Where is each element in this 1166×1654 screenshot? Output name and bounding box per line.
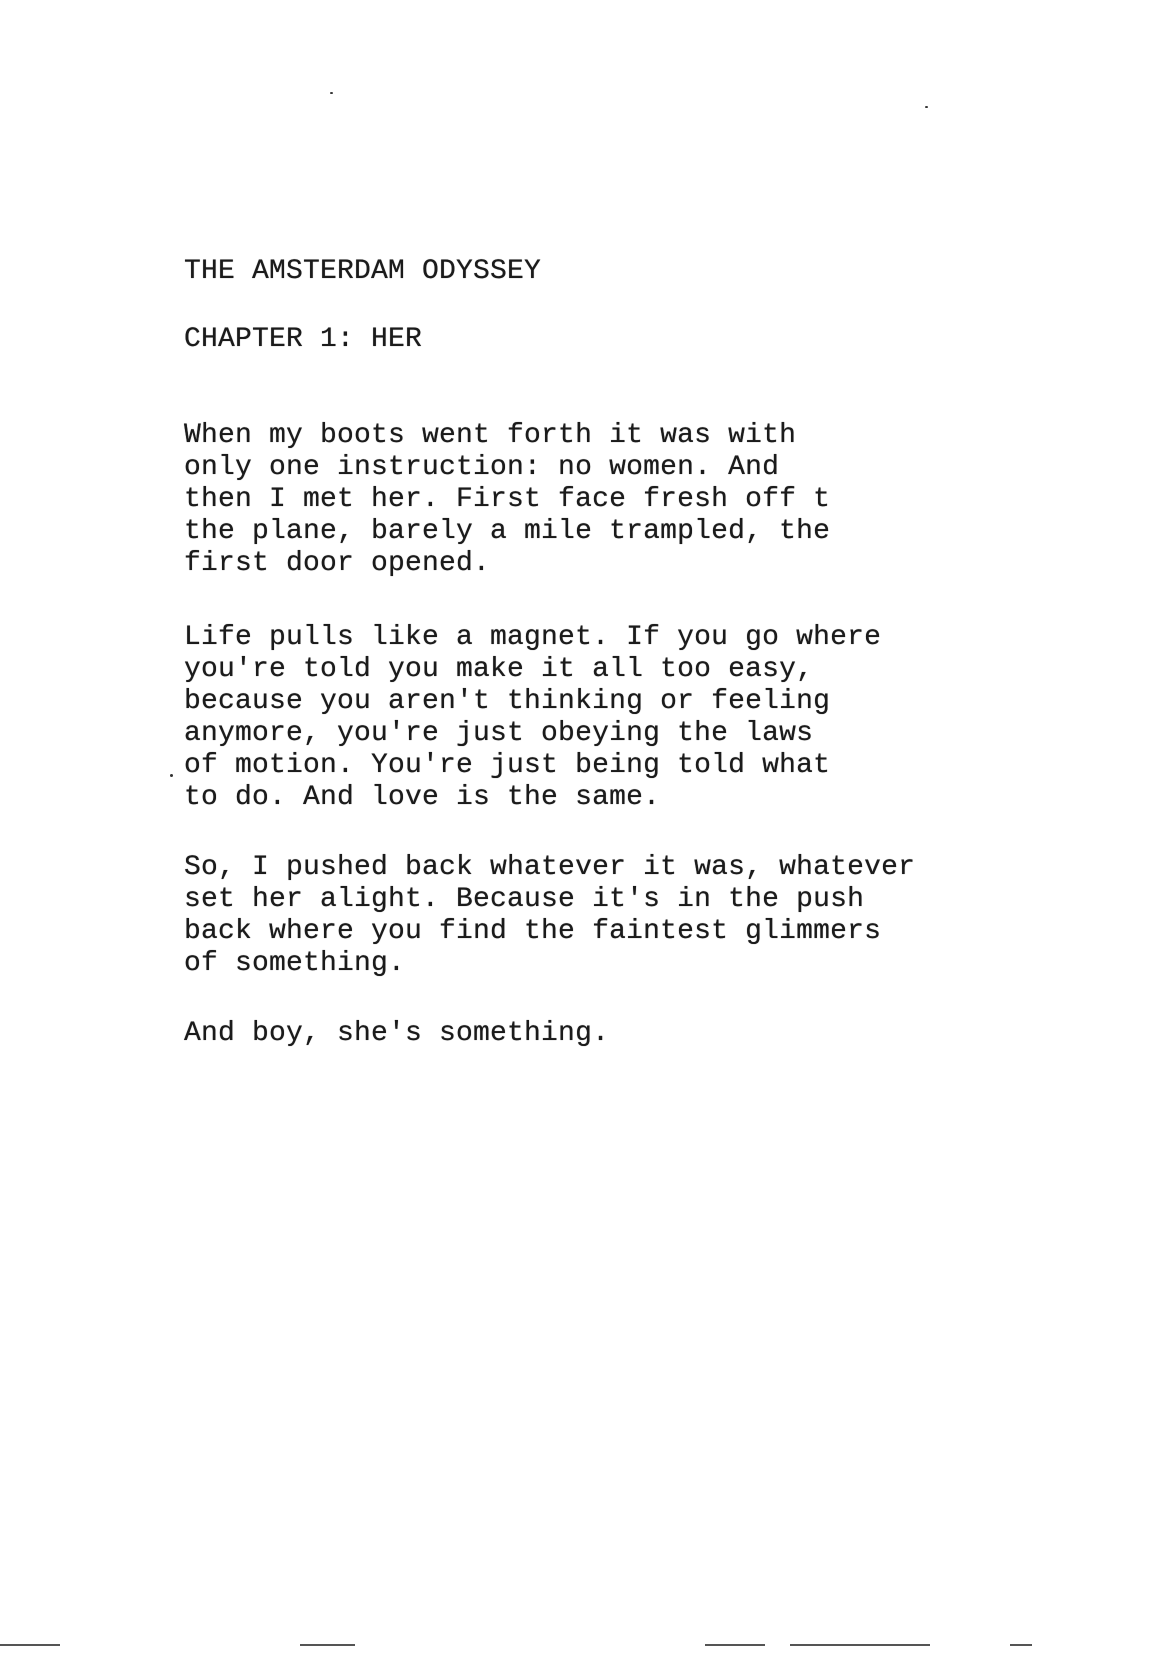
paragraph-2: Life pulls like a magnet. If you go where you're told you make it all too easy, because you aren't thinking or feeling anymore, you're just obeying the laws of motion. You're just being told what to do. And love is the same. (184, 622, 882, 813)
scan-artifact-line (300, 1644, 355, 1646)
scan-artifact-line (705, 1644, 765, 1646)
scan-artifact-line (0, 1644, 60, 1646)
top-speck-right (925, 106, 928, 108)
chapter-heading: CHAPTER 1: HER (184, 324, 423, 355)
paragraph-4: And boy, she's something. (184, 1018, 610, 1049)
scan-artifact-line (790, 1644, 930, 1646)
margin-speck (170, 774, 173, 777)
scan-artifact-line (1010, 1644, 1032, 1646)
document-title: THE AMSTERDAM ODYSSEY (184, 256, 542, 287)
top-speck-left (330, 92, 333, 94)
paragraph-3: So, I pushed back whatever it was, whatever set her alight. Because it's in the push back where you find the faintest glimmers of something. (184, 852, 916, 979)
paragraph-1: When my boots went forth it was with only one instruction: no women. And then I met her. First face fresh off t the plane, barely a mile trampled, the first door opened. (184, 420, 831, 579)
